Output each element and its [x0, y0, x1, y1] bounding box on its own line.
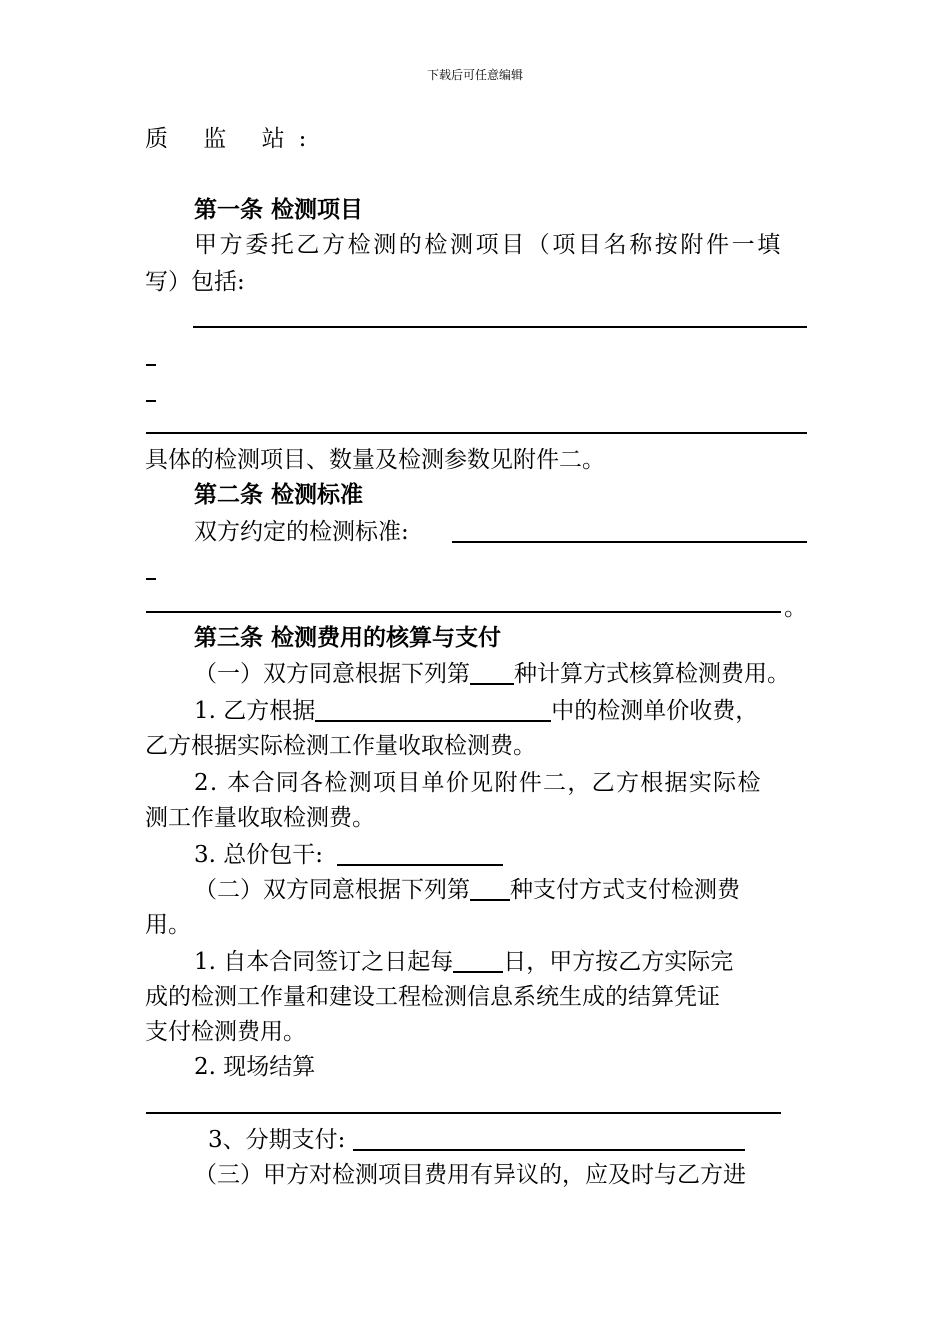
para2-blank: [470, 875, 510, 901]
article3-para2-cont: 用。: [145, 912, 191, 938]
blank-dash: [146, 578, 156, 580]
article3-title: 第三条 检测费用的核算与支付: [194, 625, 502, 651]
item1-blank: [315, 696, 551, 722]
article2-end-mark: 。: [784, 595, 807, 621]
article3-item2-cont: 测工作量收取检测费。: [145, 805, 375, 831]
article1-title: 第一条 检测项目: [194, 197, 364, 223]
pay3-text: 3、分期支付:: [208, 1127, 346, 1153]
article3-pay3: [208, 1125, 745, 1155]
article3-item1: [194, 696, 758, 726]
article3-para1: [194, 659, 790, 689]
pay1-blank: [453, 947, 503, 973]
item1-text-a: 1. 乙方根据: [194, 698, 316, 724]
article3-item3: [194, 840, 503, 870]
para2-text-b: 种支付方式支付检测费: [510, 877, 740, 903]
item1-text-b: 中的检测单价收费，: [551, 698, 759, 724]
page-header-note: 下载后可任意编辑: [426, 68, 523, 82]
pay1-text-b: 日，甲方按乙方实际完: [503, 949, 734, 975]
article1-text-line2: 写）包括:: [145, 269, 245, 295]
article3-pay1: [194, 947, 733, 977]
article3-para2: [194, 875, 740, 905]
pay1-text-a: 1. 自本合同签订之日起每: [194, 949, 454, 975]
article2-title: 第二条 检测标准: [194, 482, 364, 508]
station-label: 质 监 站:: [145, 126, 321, 152]
pay3-blank: [353, 1125, 745, 1151]
blank-dash: [146, 364, 156, 366]
article3-pay2: 2. 现场结算: [194, 1054, 316, 1080]
article3-pay1-cont2: 支付检测费用。: [145, 1019, 306, 1045]
blank-line: [146, 1112, 781, 1114]
blank-line: [452, 541, 807, 543]
blank-line: [193, 326, 807, 328]
article3-pay1-cont1: 成的检测工作量和建设工程检测信息系统生成的结算凭证: [145, 984, 720, 1010]
blank-line: [146, 432, 807, 434]
article1-text-line3: 具体的检测项目、数量及检测参数见附件二。: [145, 447, 605, 473]
item3-blank: [337, 840, 503, 866]
para1-text-a: （一）双方同意根据下列第: [194, 661, 470, 687]
article3-item1-cont: 乙方根据实际检测工作量收取检测费。: [145, 733, 536, 759]
article2-text: 双方约定的检测标准:: [194, 519, 409, 545]
para1-blank: [470, 659, 514, 685]
item3-text: 3. 总价包干:: [194, 842, 324, 868]
article3-para3: （三）甲方对检测项目费用有异议的，应及时与乙方进: [194, 1162, 746, 1188]
article1-text-line1: 甲方委托乙方检测的检测项目（项目名称按附件一填: [194, 232, 783, 258]
blank-line: [146, 611, 781, 613]
para2-text-a: （二）双方同意根据下列第: [194, 877, 470, 903]
article3-item2: 2. 本合同各检测项目单价见附件二，乙方根据实际检: [194, 770, 762, 796]
blank-dash: [146, 400, 156, 402]
para1-text-b: 种计算方式核算检测费用。: [514, 661, 790, 687]
